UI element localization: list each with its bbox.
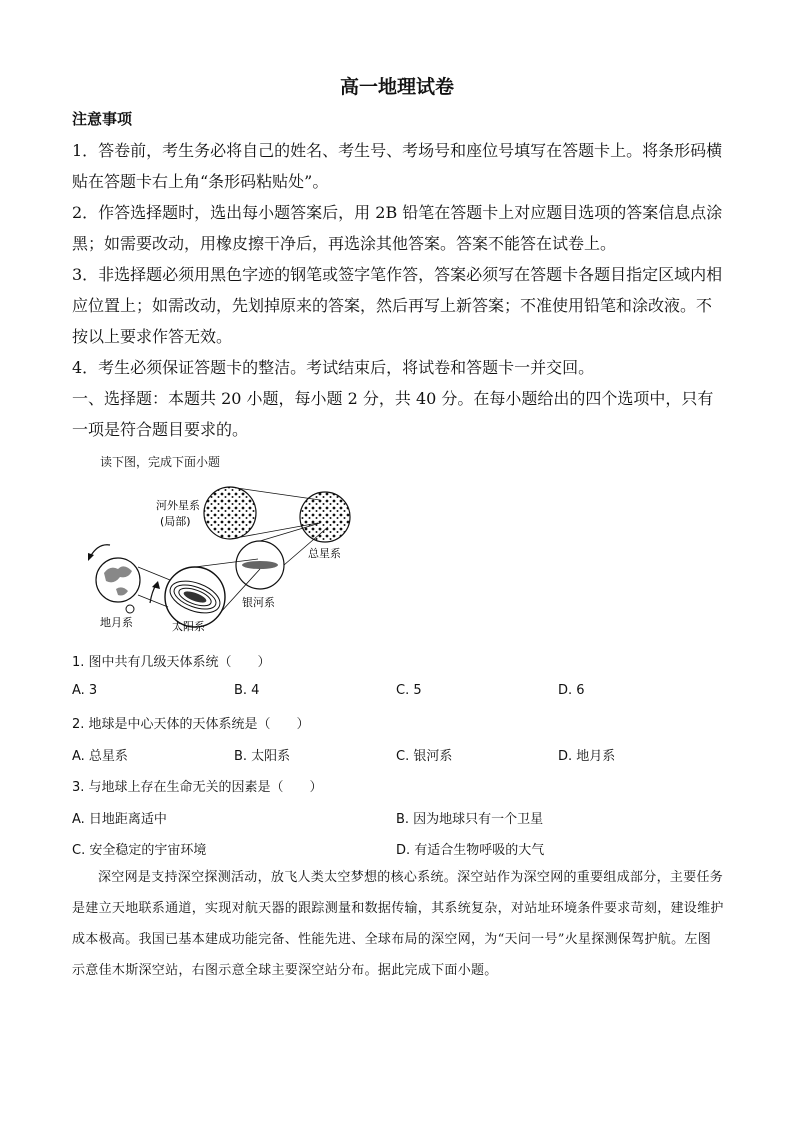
celestial-system-diagram [80, 485, 380, 635]
label-solar-system: 太阳系 [172, 620, 205, 633]
notice-item-4: 4．考生必须保证答题卡的整洁。考试结束后，将试卷和答题卡一并交回。 [72, 358, 595, 377]
label-extragalactic: 河外星系 [156, 499, 200, 512]
question-2-option-c[interactable]: C. 银河系 [396, 749, 453, 764]
question-1-option-d[interactable]: D. 6 [558, 683, 585, 698]
notice-item-1: 1．答卷前，考生务必将自己的姓名、考生号、考场号和座位号填写在答题卡上。将条形码横贴在答题卡右上角“条形码粘贴处”。 [72, 141, 723, 191]
question-1-option-b[interactable]: B. 4 [234, 683, 260, 698]
universe-circle [300, 492, 350, 542]
question-3-stem: 3. 与地球上存在生命无关的因素是（ ） [72, 780, 323, 795]
reading-passage: 深空网是支持深空探测活动，放飞人类太空梦想的核心系统。深空站作为深空网的重要组成部分，主要任务是建立天地联系通道，实现对航天器的跟踪测量和数据传输，其系统复杂，对站址环境条件要求苛刻，建设维护成本极高。我国已基本建成功能完备、性能先进、全球布局的深空网，为“天问一号”火星探测保驾护航。左图示意佳木斯深空站，右图示意全球主要深空站分布。据此完成下面小题。 [72, 870, 724, 978]
question-3-option-d[interactable]: D. 有适合生物呼吸的大气 [396, 843, 545, 858]
question-3-option-c[interactable]: C. 安全稳定的宇宙环境 [72, 843, 207, 858]
label-earth-moon: 地月系 [100, 616, 133, 629]
notice-heading: 注意事项 [72, 110, 133, 128]
label-partial: (局部) [160, 515, 191, 528]
label-universe: 总星系 [308, 547, 341, 560]
question-2-option-d[interactable]: D. 地月系 [558, 749, 616, 764]
question-1-stem: 1. 图中共有几级天体系统（ ） [72, 655, 271, 670]
notice-item-2: 2．作答选择题时，选出每小题答案后，用 2B 铅笔在答题卡上对应题目选项的答案信息点涂黑；如需要改动，用橡皮擦干净后，再选涂其他答案。答案不能答在试卷上。 [72, 203, 723, 253]
label-milky-way: 银河系 [242, 596, 275, 609]
question-2-option-b[interactable]: B. 太阳系 [234, 749, 291, 764]
question-2-option-a[interactable]: A. 总星系 [72, 749, 128, 764]
moon-circle [126, 605, 134, 613]
question-1-option-a[interactable]: A. 3 [72, 683, 98, 698]
question-2-stem: 2. 地球是中心天体的天体系统是（ ） [72, 717, 310, 732]
question-1-option-c[interactable]: C. 5 [396, 683, 422, 698]
figure-instruction: 读下图，完成下面小题 [100, 455, 221, 469]
earth-circle [96, 558, 140, 602]
section-heading: 一、选择题：本题共 20 小题，每小题 2 分，共 40 分。在每小题给出的四个选项中，只有一项是符合题目要求的。 [72, 389, 714, 439]
question-3-option-a[interactable]: A. 日地距离适中 [72, 812, 167, 827]
extragalactic-circle [204, 487, 256, 539]
notice-item-3: 3．非选择题必须用黑色字迹的钢笔或签字笔作答，答案必须写在答题卡各题目指定区域内相应位置上；如需改动，先划掉原来的答案，然后再写上新答案；不准使用铅笔和涂改液。不按以上要求作答无效。 [72, 265, 723, 346]
question-3-option-b[interactable]: B. 因为地球只有一个卫星 [396, 812, 544, 827]
page-title: 高一地理试卷 [339, 76, 454, 98]
